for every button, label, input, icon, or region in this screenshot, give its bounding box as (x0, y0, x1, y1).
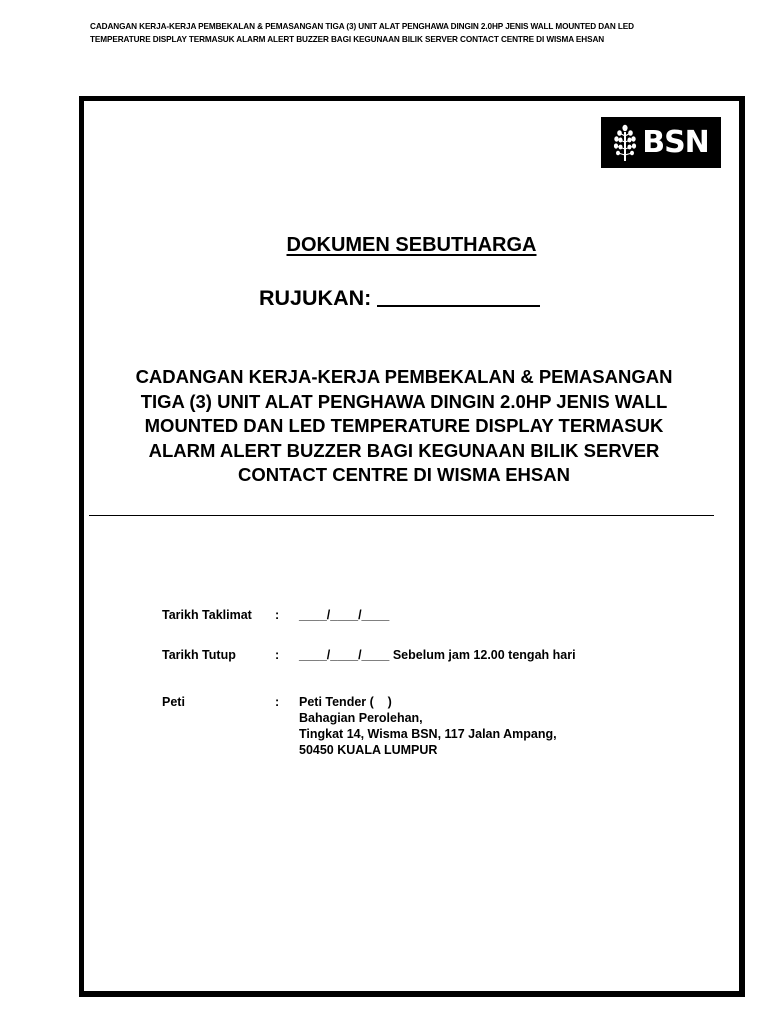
tender-box-label: Peti (162, 695, 185, 709)
tree-emblem-icon (613, 124, 637, 162)
reference-label: RUJUKAN: (259, 286, 372, 310)
project-title-line-4: ALARM ALERT BUZZER BAGI KEGUNAAN BILIK SERVER (148, 439, 660, 461)
bsn-logo-text: BSN (642, 125, 709, 160)
document-cover-frame (79, 96, 745, 997)
closing-date-colon: : (275, 648, 280, 662)
project-title-line-5: CONTACT CENTRE DI WISMA EHSAN (238, 464, 570, 485)
tender-box-line-3: Tingkat 14, Wisma BSN, 117 Jalan Ampang, (299, 727, 557, 741)
horizontal-divider (89, 515, 714, 516)
briefing-date-label: Tarikh Taklimat (162, 608, 252, 622)
tender-box-line-1: Peti Tender ( ) (299, 695, 392, 709)
reference-field (259, 286, 540, 311)
bsn-logo (601, 117, 721, 168)
tender-box-line-2: Bahagian Perolehan, (299, 711, 423, 725)
project-title-line-1: CADANGAN KERJA-KERJA PEMBEKALAN & PEMASANGAN (135, 366, 673, 387)
closing-date-value: ____/____/____ Sebelum jam 12.00 tengah hari (299, 648, 576, 662)
tender-box-colon: : (275, 695, 280, 709)
running-header-line-2: TEMPERATURE DISPLAY TERMASUK ALARM ALERT BUZZER BAGI KEGUNAAN BILIK SERVER CONTACT CENTRE DI WISMA EHSAN (90, 34, 605, 44)
reference-blank-line (377, 305, 540, 307)
project-title (94, 365, 714, 488)
running-header-line-1: CADANGAN KERJA-KERJA PEMBEKALAN & PEMASANGAN TIGA (3) UNIT ALAT PENGHAWA DINGIN 2.0HP JENIS WALL MOUNTED DAN LED (90, 22, 634, 31)
tender-box-address (299, 694, 557, 758)
closing-date-label: Tarikh Tutup (162, 648, 236, 662)
tender-box-line-4: 50450 KUALA LUMPUR (299, 743, 438, 757)
briefing-date-colon: : (275, 608, 280, 622)
document-title: DOKUMEN SEBUTHARGA (286, 234, 537, 256)
project-title-line-2: TIGA (3) UNIT ALAT PENGHAWA DINGIN 2.0HP JENIS WALL (140, 390, 668, 412)
running-header (90, 21, 730, 46)
briefing-date-value: ____/____/____ (299, 608, 390, 622)
project-title-line-3: MOUNTED DAN LED TEMPERATURE DISPLAY TERMASUK (144, 415, 664, 436)
